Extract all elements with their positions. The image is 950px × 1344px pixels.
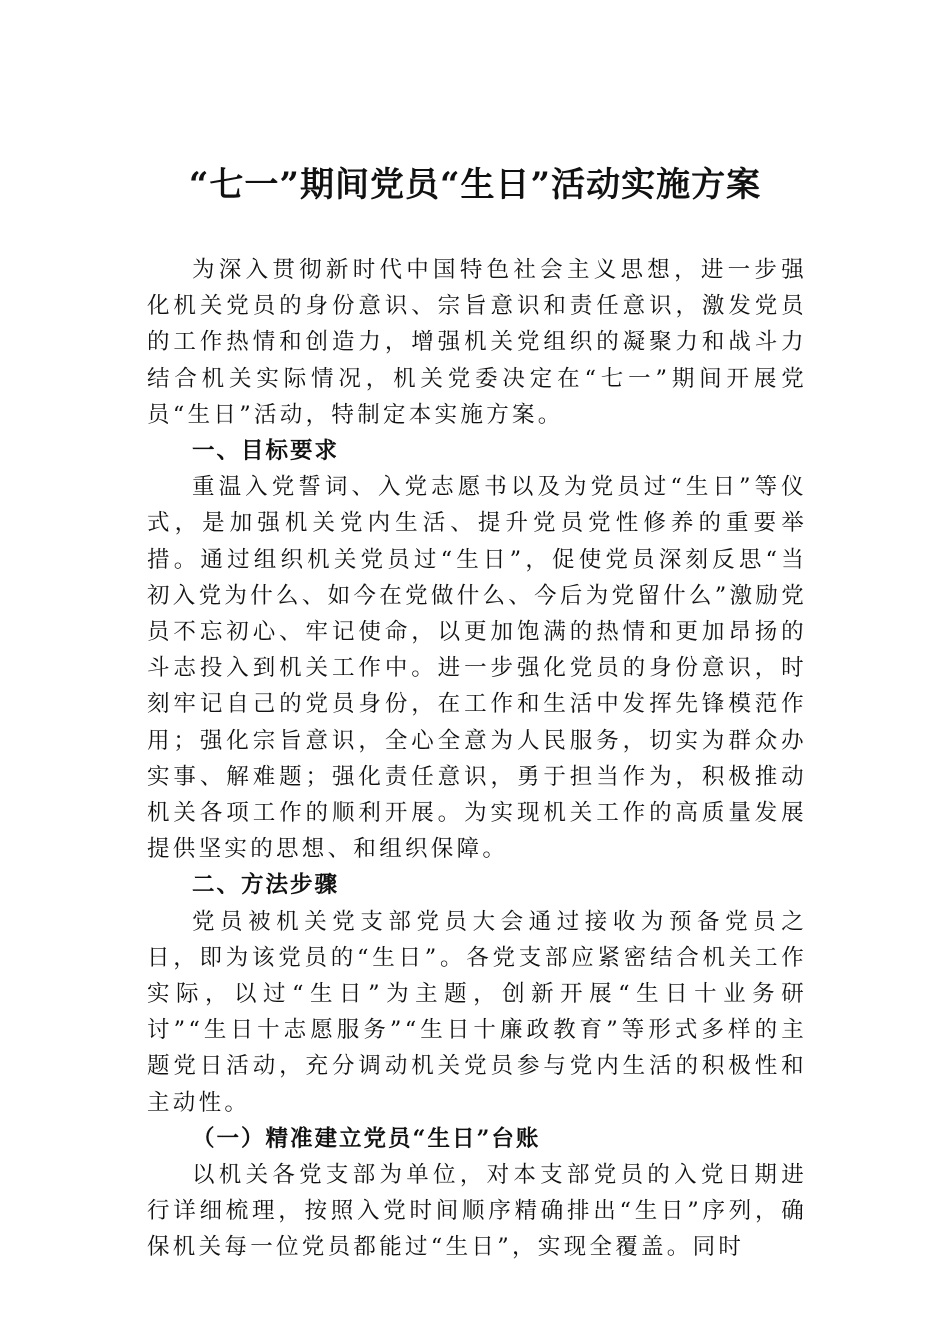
steps-paragraph: 党员被机关党支部党员大会通过接收为预备党员之日，即为该党员的“生日”。各党支部应紧密结合机关工作实际，以过“生日”为主题，创新开展“生日十业务研讨”“生日十志愿服务”“生日十廉政教育”等形式多样的主题党日活动，充分调动机关党员参与党内生活的积极性和主动性。 [147,908,807,1116]
section-heading-steps: 二、方法步骤 [192,872,340,899]
document-title: “七一”期间党员“生日”活动实施方案 [188,165,762,205]
goals-paragraph: 重温入党誓词、入党志愿书以及为党员过“生日”等仪式，是加强机关党内生活、提升党员党性修养的重要举措。通过组织机关党员过“生日”，促使党员深刻反思“当初入党为什么、如今在党做什么、今后为党留什么”激励党员不忘初心、牢记使命，以更加饱满的热情和更加昂扬的斗志投入到机关工作中。进一步强化党员的身份意识，时刻牢记自己的党员身份，在工作和生活中发挥先锋模范作用；强化宗旨意识，全心全意为人民服务，切实为群众办实事、解难题；强化责任意识，勇于担当作为，积极推动机关各项工作的顺利开展。为实现机关工作的高质量发展提供坚实的思想、和组织保障。 [147,474,807,863]
document-body [147,252,807,1266]
intro-paragraph: 为深入贯彻新时代中国特色社会主义思想，进一步强化机关党员的身份意识、宗旨意识和责任意识，激发党员的工作热情和创造力，增强机关党组织的凝聚力和战斗力结合机关实际情况，机关党委决定在“七一”期间开展党员“生日”活动，特制定本实施方案。 [147,257,807,428]
subsection-heading-ledger: （一）精准建立党员“生日”台账 [192,1125,541,1152]
ledger-paragraph: 以机关各党支部为单位，对本支部党员的入党日期进行详细梳理，按照入党时间顺序精确排出“生日”序列，确保机关每一位党员都能过“生日”，实现全覆盖。同时 [147,1162,807,1261]
section-heading-goals: 一、目标要求 [192,438,340,465]
